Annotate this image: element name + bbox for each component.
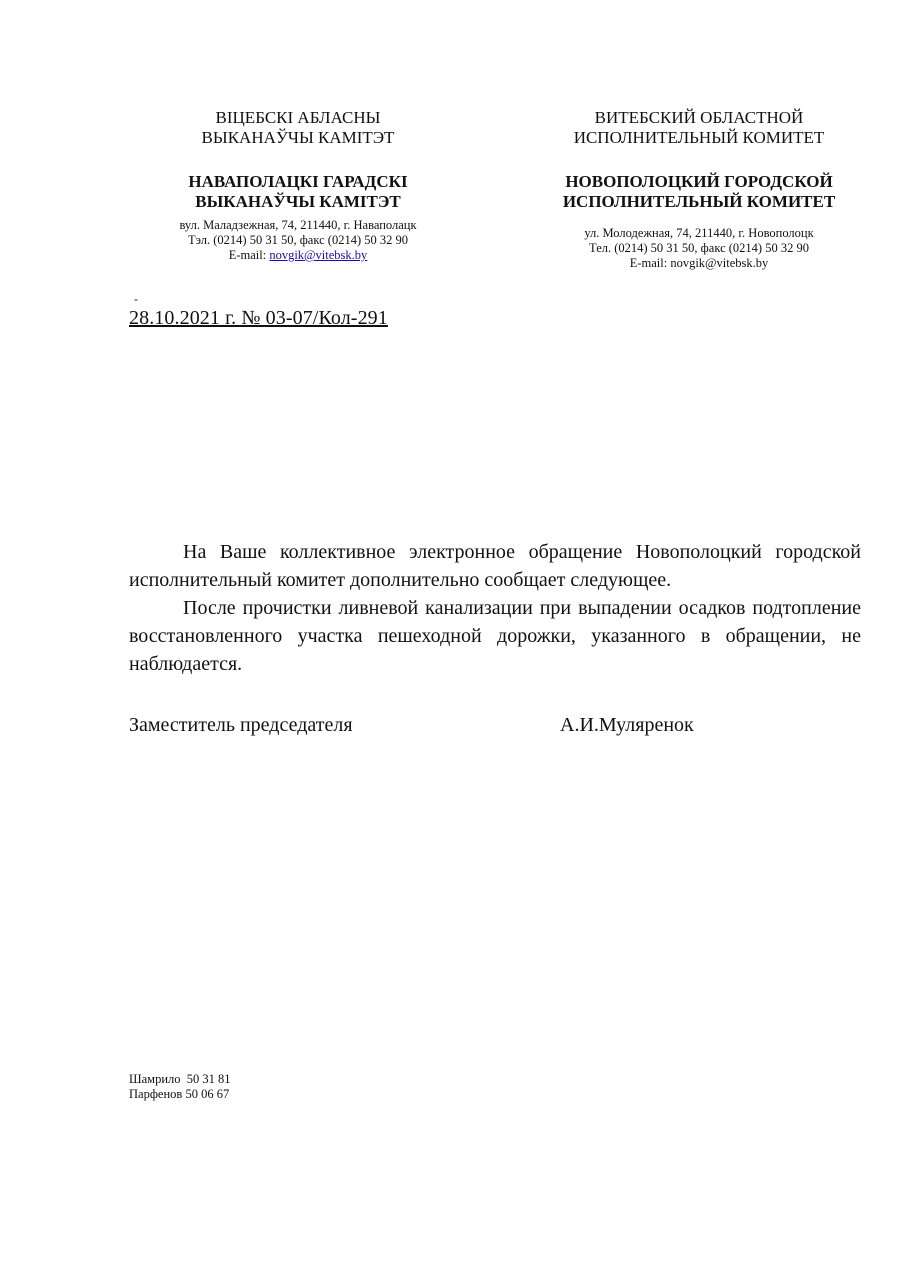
city-committee-name-ru — [540, 172, 858, 212]
email-line — [540, 256, 858, 271]
city-line-1: НОВОПОЛОЦКИЙ ГОРОДСКОЙ — [565, 172, 833, 191]
city-line-2: ВЫКАНАЎЧЫ КАМІТЭТ — [195, 192, 401, 211]
phone-fax: Тел. (0214) 50 31 50, факс (0214) 50 32 90 — [589, 241, 809, 255]
email-line — [150, 248, 446, 263]
city-committee-name-by — [150, 172, 446, 212]
paragraph: На Ваше коллективное электронное обращение Новополоцкий городской исполнительный комитет дополнительно сообщает следующее. — [129, 541, 861, 591]
region-line-1: ВІЦЕБСКІ АБЛАСНЫ — [215, 108, 381, 127]
region-line-1: ВИТЕБСКИЙ ОБЛАСТНОЙ — [594, 108, 804, 127]
phone-fax: Тэл. (0214) 50 31 50, факс (0214) 50 32 90 — [188, 233, 408, 247]
region-line-2: ИСПОЛНИТЕЛЬНЫЙ КОМИТЕТ — [573, 128, 825, 147]
contact-line: Шамрило 50 31 81 — [129, 1072, 231, 1086]
signatory-name: А.И.Муляренок — [560, 714, 694, 736]
document-reference: 28.10.2021 г. № 03-07/Кол-291 — [129, 307, 388, 329]
city-line-2: ИСПОЛНИТЕЛЬНЫЙ КОМИТЕТ — [562, 192, 836, 211]
header-left-belarusian — [150, 108, 446, 263]
paragraph: После прочистки ливневой канализации при выпадении осадков подтопление восстановленного участка пешеходной дорожки, указанного в обращении, не наблюдается. — [129, 597, 861, 675]
contacts-footer — [129, 1072, 231, 1102]
address: вул. Маладзежная, 74, 211440, г. Наваполацк — [179, 218, 417, 232]
header-right-russian — [540, 108, 858, 271]
regional-committee-name-by — [150, 108, 446, 148]
signatory-title: Заместитель председателя — [129, 714, 353, 736]
regional-committee-name-ru — [540, 108, 858, 148]
email-label: E-mail: — [629, 256, 671, 270]
contact-line: Парфенов 50 06 67 — [129, 1087, 230, 1101]
letter-body — [129, 538, 861, 678]
ref-tick-mark: - — [134, 292, 138, 306]
city-line-1: НАВАПОЛАЦКІ ГАРАДСКІ — [188, 172, 408, 191]
contact-block-by — [150, 218, 446, 263]
address: ул. Молодежная, 74, 211440, г. Новополоцк — [584, 226, 814, 240]
email-text: novgik@vitebsk.by — [670, 256, 769, 270]
contact-block-ru — [540, 226, 858, 271]
region-line-2: ВЫКАНАЎЧЫ КАМІТЭТ — [201, 128, 395, 147]
email-label: E-mail: — [228, 248, 270, 262]
email-link[interactable]: novgik@vitebsk.by — [269, 248, 368, 262]
